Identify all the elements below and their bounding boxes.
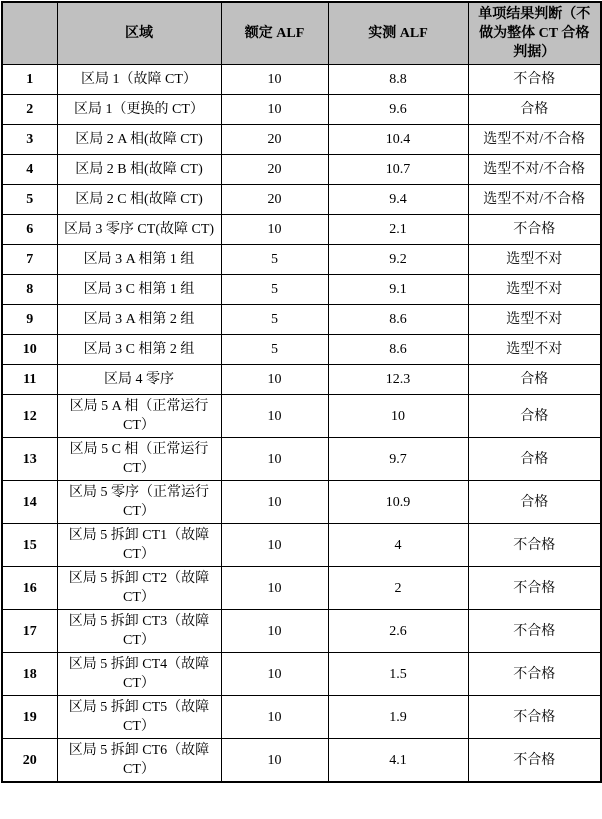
region-cell: 区局 4 零序: [57, 365, 221, 395]
region-cell: 区局 5 拆卸 CT2（故障 CT）: [57, 567, 221, 610]
rated-alf-cell: 5: [221, 335, 328, 365]
table-row: [2, 653, 601, 696]
rated-alf-cell: 20: [221, 185, 328, 215]
measured-alf-cell: 10.4: [328, 125, 468, 155]
region-cell: 区局 2 C 相(故障 CT): [57, 185, 221, 215]
result-cell: 不合格: [468, 696, 601, 739]
row-number-cell: 17: [2, 610, 57, 653]
region-cell: 区局 3 A 相第 2 组: [57, 305, 221, 335]
table-row: [2, 215, 601, 245]
row-number-cell: 12: [2, 395, 57, 438]
rated-alf-cell: 10: [221, 481, 328, 524]
row-number-cell: 8: [2, 275, 57, 305]
region-cell: 区局 2 B 相(故障 CT): [57, 155, 221, 185]
measured-alf-cell: 10: [328, 395, 468, 438]
measured-alf-cell: 8.6: [328, 335, 468, 365]
rated-alf-cell: 10: [221, 438, 328, 481]
result-cell: 选型不对/不合格: [468, 155, 601, 185]
result-cell: 选型不对: [468, 245, 601, 275]
measured-alf-cell: 10.9: [328, 481, 468, 524]
result-cell: 不合格: [468, 524, 601, 567]
table-row: [2, 567, 601, 610]
rated-alf-cell: 10: [221, 365, 328, 395]
region-cell: 区局 3 C 相第 2 组: [57, 335, 221, 365]
result-cell: 合格: [468, 95, 601, 125]
result-cell: 选型不对: [468, 305, 601, 335]
table-row: [2, 610, 601, 653]
region-cell: 区局 2 A 相(故障 CT): [57, 125, 221, 155]
row-number-cell: 3: [2, 125, 57, 155]
measured-alf-cell: 10.7: [328, 155, 468, 185]
measured-alf-cell: 4.1: [328, 739, 468, 783]
rated-alf-cell: 10: [221, 567, 328, 610]
measured-alf-cell: 9.1: [328, 275, 468, 305]
rated-alf-cell: 10: [221, 739, 328, 783]
header-row-number: [2, 2, 57, 65]
table-row: [2, 365, 601, 395]
measured-alf-cell: 8.6: [328, 305, 468, 335]
row-number-cell: 6: [2, 215, 57, 245]
result-cell: 不合格: [468, 215, 601, 245]
measured-alf-cell: 8.8: [328, 65, 468, 95]
rated-alf-cell: 5: [221, 275, 328, 305]
result-cell: 选型不对/不合格: [468, 185, 601, 215]
rated-alf-cell: 20: [221, 125, 328, 155]
measured-alf-cell: 9.4: [328, 185, 468, 215]
result-cell: 不合格: [468, 610, 601, 653]
header-result-judgment: 单项结果判断（不做为整体 CT 合格判据）: [468, 2, 601, 65]
measured-alf-cell: 2.1: [328, 215, 468, 245]
rated-alf-cell: 10: [221, 524, 328, 567]
region-cell: 区局 3 零序 CT(故障 CT): [57, 215, 221, 245]
row-number-cell: 18: [2, 653, 57, 696]
rated-alf-cell: 10: [221, 395, 328, 438]
rated-alf-cell: 5: [221, 245, 328, 275]
region-cell: 区局 1（故障 CT）: [57, 65, 221, 95]
measured-alf-cell: 12.3: [328, 365, 468, 395]
row-number-cell: 9: [2, 305, 57, 335]
table-row: [2, 275, 601, 305]
measured-alf-cell: 1.9: [328, 696, 468, 739]
result-cell: 合格: [468, 395, 601, 438]
result-cell: 合格: [468, 438, 601, 481]
row-number-cell: 14: [2, 481, 57, 524]
region-cell: 区局 5 拆卸 CT5（故障 CT）: [57, 696, 221, 739]
measured-alf-cell: 9.2: [328, 245, 468, 275]
table-row: [2, 185, 601, 215]
row-number-cell: 15: [2, 524, 57, 567]
rated-alf-cell: 5: [221, 305, 328, 335]
row-number-cell: 7: [2, 245, 57, 275]
region-cell: 区局 5 拆卸 CT1（故障 CT）: [57, 524, 221, 567]
measured-alf-cell: 2.6: [328, 610, 468, 653]
region-cell: 区局 5 拆卸 CT4（故障 CT）: [57, 653, 221, 696]
result-cell: 合格: [468, 365, 601, 395]
rated-alf-cell: 10: [221, 696, 328, 739]
table-row: [2, 65, 601, 95]
header-row: [2, 2, 601, 65]
rated-alf-cell: 10: [221, 215, 328, 245]
rated-alf-cell: 10: [221, 65, 328, 95]
table-row: [2, 335, 601, 365]
rated-alf-cell: 10: [221, 95, 328, 125]
result-cell: 不合格: [468, 653, 601, 696]
region-cell: 区局 5 C 相（正常运行 CT）: [57, 438, 221, 481]
header-region: 区域: [57, 2, 221, 65]
ct-alf-results-table: [1, 1, 602, 783]
region-cell: 区局 3 A 相第 1 组: [57, 245, 221, 275]
row-number-cell: 13: [2, 438, 57, 481]
table-row: [2, 245, 601, 275]
region-cell: 区局 5 拆卸 CT3（故障 CT）: [57, 610, 221, 653]
measured-alf-cell: 2: [328, 567, 468, 610]
result-cell: 合格: [468, 481, 601, 524]
header-rated-alf: 额定 ALF: [221, 2, 328, 65]
result-cell: 选型不对/不合格: [468, 125, 601, 155]
table-row: [2, 125, 601, 155]
region-cell: 区局 1（更换的 CT）: [57, 95, 221, 125]
table-row: [2, 696, 601, 739]
rated-alf-cell: 10: [221, 610, 328, 653]
table-header: [2, 2, 601, 65]
rated-alf-cell: 10: [221, 653, 328, 696]
row-number-cell: 2: [2, 95, 57, 125]
measured-alf-cell: 9.6: [328, 95, 468, 125]
result-cell: 不合格: [468, 739, 601, 783]
row-number-cell: 11: [2, 365, 57, 395]
table-row: [2, 524, 601, 567]
table-row: [2, 95, 601, 125]
measured-alf-cell: 4: [328, 524, 468, 567]
result-cell: 不合格: [468, 65, 601, 95]
table-body: [2, 65, 601, 783]
row-number-cell: 16: [2, 567, 57, 610]
row-number-cell: 19: [2, 696, 57, 739]
row-number-cell: 10: [2, 335, 57, 365]
region-cell: 区局 5 零序（正常运行 CT）: [57, 481, 221, 524]
row-number-cell: 5: [2, 185, 57, 215]
table-row: [2, 438, 601, 481]
table-row: [2, 739, 601, 783]
table-row: [2, 481, 601, 524]
rated-alf-cell: 20: [221, 155, 328, 185]
table-row: [2, 155, 601, 185]
table-row: [2, 305, 601, 335]
region-cell: 区局 5 A 相（正常运行 CT）: [57, 395, 221, 438]
row-number-cell: 1: [2, 65, 57, 95]
measured-alf-cell: 9.7: [328, 438, 468, 481]
result-cell: 选型不对: [468, 335, 601, 365]
region-cell: 区局 3 C 相第 1 组: [57, 275, 221, 305]
table-row: [2, 395, 601, 438]
measured-alf-cell: 1.5: [328, 653, 468, 696]
row-number-cell: 20: [2, 739, 57, 783]
result-cell: 不合格: [468, 567, 601, 610]
row-number-cell: 4: [2, 155, 57, 185]
header-measured-alf: 实测 ALF: [328, 2, 468, 65]
result-cell: 选型不对: [468, 275, 601, 305]
region-cell: 区局 5 拆卸 CT6（故障 CT）: [57, 739, 221, 783]
